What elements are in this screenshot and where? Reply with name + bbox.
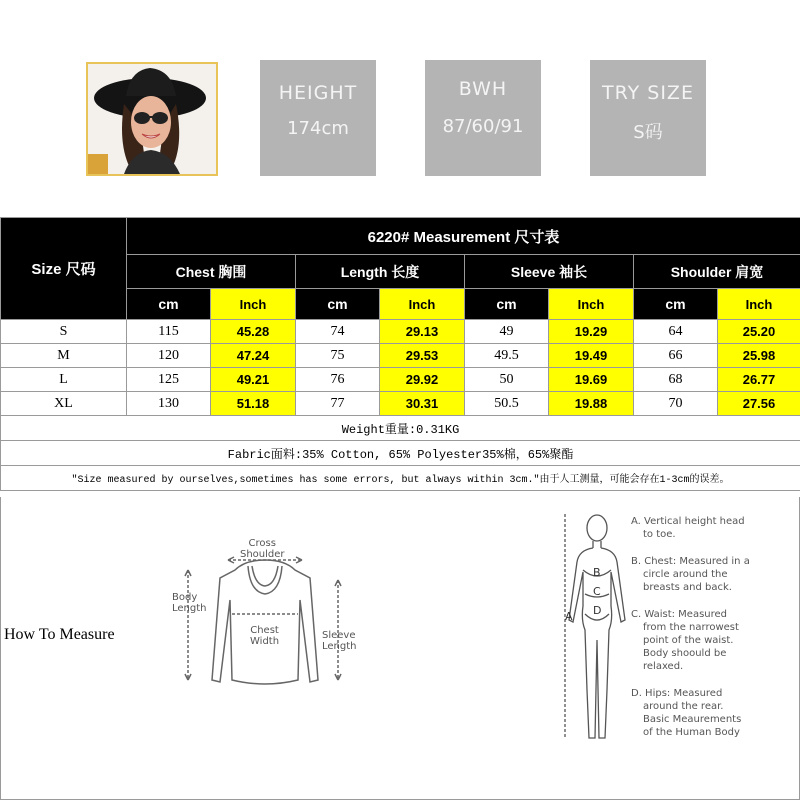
shoulder-inch: 25.20 xyxy=(718,320,800,344)
unit-cm: cm xyxy=(127,289,211,320)
letter-b: B xyxy=(593,566,601,579)
fabric-note: Fabric面料:35% Cotton, 65% Polyester35%棉，65%聚酯 xyxy=(1,441,800,466)
height-card xyxy=(260,60,376,176)
sleeve-cm: 49 xyxy=(465,320,549,344)
sleeve-inch: 19.29 xyxy=(549,320,634,344)
shoulder-header: Shoulder 肩宽 xyxy=(634,255,800,289)
sleeve-cm: 50.5 xyxy=(465,392,549,416)
try-size-label: TRY SIZE xyxy=(602,82,694,104)
unit-inch: Inch xyxy=(718,289,800,320)
bwh-value: 87/60/91 xyxy=(442,116,524,137)
height-value: 174cm xyxy=(287,118,349,139)
letter-c: C xyxy=(593,585,601,598)
size-cell: M xyxy=(1,344,127,368)
legend-line: around the rear. xyxy=(643,701,724,712)
chest-inch: 51.18 xyxy=(211,392,296,416)
length-header: Length 长度 xyxy=(296,255,465,289)
chest-cm: 115 xyxy=(127,320,211,344)
shoulder-inch: 26.77 xyxy=(718,368,800,392)
chest-inch: 45.28 xyxy=(211,320,296,344)
unit-cm: cm xyxy=(634,289,718,320)
table-title: 6220# Measurement 尺寸表 xyxy=(127,218,800,255)
chest-cm: 120 xyxy=(127,344,211,368)
chest-cm: 130 xyxy=(127,392,211,416)
body-figure-diagram xyxy=(555,510,635,750)
legend-line: Basic Meaurements xyxy=(643,714,742,725)
shoulder-cm: 70 xyxy=(634,392,718,416)
chest-cm: 125 xyxy=(127,368,211,392)
legend-line: D. Hips: Measured xyxy=(631,688,723,699)
chest-inch: 49.21 xyxy=(211,368,296,392)
model-portrait-icon xyxy=(88,64,216,174)
shoulder-inch: 25.98 xyxy=(718,344,800,368)
try-size-card xyxy=(590,60,706,176)
length-inch: 30.31 xyxy=(380,392,465,416)
legend-line: point of the waist. xyxy=(643,635,734,646)
table-row xyxy=(1,320,800,344)
size-cell: XL xyxy=(1,392,127,416)
legend-line: B. Chest: Measured in a xyxy=(631,556,750,567)
legend-line: C. Waist: Measured xyxy=(631,609,728,620)
sleeve-inch: 19.88 xyxy=(549,392,634,416)
sleeve-inch: 19.69 xyxy=(549,368,634,392)
letter-a: A xyxy=(565,610,573,623)
shoulder-cm: 68 xyxy=(634,368,718,392)
weight-note: Weight重量:0.31KG xyxy=(1,416,800,441)
unit-inch: Inch xyxy=(380,289,465,320)
size-chart-table xyxy=(0,217,800,491)
unit-inch: Inch xyxy=(211,289,296,320)
table-row xyxy=(1,392,800,416)
measure-legend xyxy=(631,515,796,739)
model-photo xyxy=(86,62,218,176)
length-cm: 77 xyxy=(296,392,380,416)
legend-line: circle around the xyxy=(643,569,728,580)
bwh-card xyxy=(425,60,541,176)
size-cell: L xyxy=(1,368,127,392)
sleeve-cm: 50 xyxy=(465,368,549,392)
shoulder-cm: 64 xyxy=(634,320,718,344)
length-cm: 76 xyxy=(296,368,380,392)
legend-line: A. Vertical height head xyxy=(631,516,745,527)
size-header: Size 尺码 xyxy=(1,218,127,320)
length-inch: 29.13 xyxy=(380,320,465,344)
how-to-measure-label: How To Measure xyxy=(4,626,115,643)
shoulder-cm: 66 xyxy=(634,344,718,368)
try-size-value: S码 xyxy=(633,122,663,143)
table-row xyxy=(1,344,800,368)
sleeve-length-label: Sleeve Length xyxy=(322,630,357,652)
height-label: HEIGHT xyxy=(278,82,358,104)
shoulder-inch: 27.56 xyxy=(718,392,800,416)
legend-line: of the Human Body xyxy=(643,727,740,738)
bwh-label: BWH xyxy=(458,78,508,100)
chest-width-label: Chest Width xyxy=(250,625,280,647)
size-cell: S xyxy=(1,320,127,344)
unit-cm: cm xyxy=(465,289,549,320)
length-inch: 29.53 xyxy=(380,344,465,368)
length-cm: 74 xyxy=(296,320,380,344)
unit-inch: Inch xyxy=(549,289,634,320)
chest-inch: 47.24 xyxy=(211,344,296,368)
legend-line: from the narrowest xyxy=(643,622,739,633)
sleeve-cm: 49.5 xyxy=(465,344,549,368)
cross-shoulder-label: Cross Shoulder xyxy=(240,538,285,560)
sleeve-inch: 19.49 xyxy=(549,344,634,368)
legend-line: relaxed. xyxy=(643,661,684,672)
length-cm: 75 xyxy=(296,344,380,368)
chest-header: Chest 胸围 xyxy=(127,255,296,289)
letter-d: D xyxy=(593,604,602,617)
disclaimer-note: "Size measured by ourselves,sometimes has some errors, but always within 3cm."由于人工测量，可能会存在1-3cm的误差。 xyxy=(1,466,800,491)
legend-line: Body shoould be xyxy=(643,648,727,659)
sleeve-header: Sleeve 袖长 xyxy=(465,255,634,289)
body-length-label: Body Length xyxy=(172,592,207,614)
legend-line: to toe. xyxy=(643,529,676,540)
legend-line: breasts and back. xyxy=(643,582,732,593)
length-inch: 29.92 xyxy=(380,368,465,392)
unit-cm: cm xyxy=(296,289,380,320)
table-row xyxy=(1,368,800,392)
